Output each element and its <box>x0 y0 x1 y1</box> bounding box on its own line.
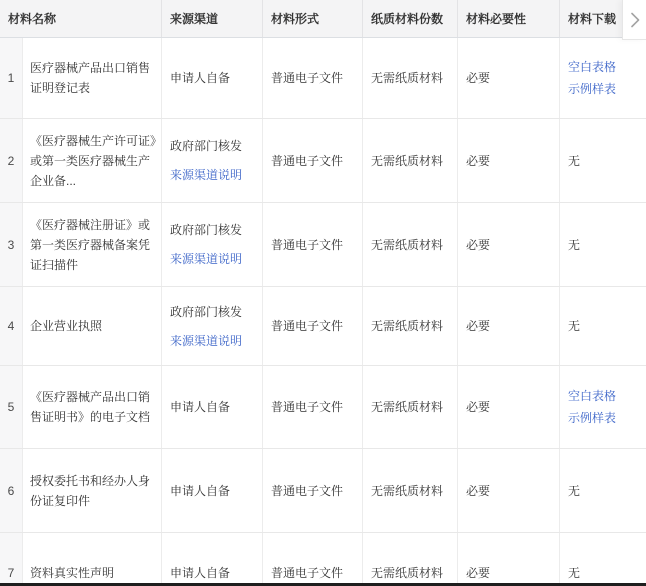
table-row <box>0 203 646 287</box>
necessity-cell <box>458 366 560 448</box>
material-form-cell <box>263 38 363 118</box>
material-form-cell <box>263 287 363 365</box>
table-row <box>0 287 646 366</box>
necessity-text: 必要 <box>466 319 491 333</box>
table-row <box>0 119 646 203</box>
table-row <box>0 38 646 119</box>
chevron-right-icon <box>630 12 640 28</box>
necessity-cell <box>458 533 560 586</box>
download-none-text: 无 <box>568 153 581 168</box>
download-link[interactable]: 示例样表 <box>568 411 617 425</box>
material-name-cell <box>23 366 162 448</box>
material-name-text: 授权委托书和经办人身份证复印件 <box>30 473 151 508</box>
paper-copies-text: 无需纸质材料 <box>371 237 444 252</box>
material-form-cell <box>263 203 363 286</box>
material-name-cell <box>23 449 162 532</box>
material-name-text: 《医疗器械注册证》或第一类医疗器械备案凭证扫描件 <box>30 217 151 272</box>
paper-copies-cell <box>363 119 458 202</box>
download-cell <box>560 449 646 532</box>
material-form-text: 普通电子文件 <box>271 565 344 580</box>
source-channel-text: 政府部门核发 <box>170 139 243 153</box>
col-header-download: 材料下载 <box>568 12 617 26</box>
material-form-text: 普通电子文件 <box>271 71 344 85</box>
paper-copies-cell <box>363 449 458 532</box>
table-header <box>0 0 646 38</box>
table-row <box>0 449 646 533</box>
paper-copies-cell <box>363 287 458 365</box>
material-form-text: 普通电子文件 <box>271 400 344 414</box>
table-body <box>0 38 646 586</box>
paper-copies-text: 无需纸质材料 <box>371 483 444 498</box>
download-none-text: 无 <box>568 319 581 333</box>
paper-copies-cell <box>363 366 458 448</box>
paper-copies-cell <box>363 203 458 286</box>
row-index: 3 <box>0 203 23 286</box>
material-name-text: 资料真实性声明 <box>30 565 115 580</box>
material-form-cell <box>263 533 363 586</box>
source-channel-cell <box>162 38 263 118</box>
row-index: 7 <box>0 533 23 586</box>
col-header-material-name: 材料名称 <box>0 0 162 37</box>
material-name-text: 医疗器械产品出口销售证明登记表 <box>30 61 151 95</box>
download-cell <box>560 533 646 586</box>
necessity-cell <box>458 38 560 118</box>
material-name-cell <box>23 119 162 202</box>
col-header-source-channel: 来源渠道 <box>162 0 263 37</box>
download-cell <box>560 38 646 118</box>
source-channel-cell <box>162 119 263 202</box>
material-name-text: 《医疗器械生产许可证》或第一类医疗器械生产企业备... <box>30 133 157 188</box>
necessity-text: 必要 <box>466 153 491 168</box>
source-channel-cell <box>162 366 263 448</box>
material-name-cell <box>23 38 162 118</box>
download-link[interactable]: 空白表格 <box>568 60 617 74</box>
material-form-cell <box>263 119 363 202</box>
material-form-cell <box>263 366 363 448</box>
scroll-right-button[interactable] <box>622 0 646 40</box>
necessity-cell <box>458 119 560 202</box>
material-name-cell <box>23 287 162 365</box>
source-channel-cell <box>162 449 263 532</box>
source-channel-note-link[interactable]: 来源渠道说明 <box>170 252 243 266</box>
necessity-text: 必要 <box>466 71 491 85</box>
table-row <box>0 533 646 586</box>
source-channel-cell <box>162 287 263 365</box>
table-row <box>0 366 646 449</box>
material-form-text: 普通电子文件 <box>271 483 344 498</box>
col-header-necessity: 材料必要性 <box>458 0 560 37</box>
paper-copies-text: 无需纸质材料 <box>371 153 444 168</box>
download-none-text: 无 <box>568 565 581 580</box>
row-index: 2 <box>0 119 23 202</box>
row-index: 6 <box>0 449 23 532</box>
source-channel-cell <box>162 203 263 286</box>
paper-copies-text: 无需纸质材料 <box>371 400 444 414</box>
paper-copies-cell <box>363 38 458 118</box>
source-channel-text: 政府部门核发 <box>170 223 243 237</box>
material-name-text: 《医疗器械产品出口销售证明书》的电子文档 <box>30 390 151 424</box>
download-none-text: 无 <box>568 237 581 252</box>
source-channel-text: 政府部门核发 <box>170 304 243 319</box>
col-header-material-form: 材料形式 <box>263 0 363 37</box>
source-channel-cell <box>162 533 263 586</box>
material-form-text: 普通电子文件 <box>271 237 344 252</box>
row-index: 4 <box>0 287 23 365</box>
download-link[interactable]: 示例样表 <box>568 82 617 96</box>
download-cell <box>560 366 646 448</box>
necessity-text: 必要 <box>466 565 491 580</box>
necessity-cell <box>458 203 560 286</box>
necessity-text: 必要 <box>466 400 491 414</box>
material-form-cell <box>263 449 363 532</box>
necessity-text: 必要 <box>466 483 491 498</box>
material-name-cell <box>23 533 162 586</box>
row-index: 1 <box>0 38 23 118</box>
material-form-text: 普通电子文件 <box>271 153 344 168</box>
necessity-cell <box>458 287 560 365</box>
material-name-cell <box>23 203 162 286</box>
paper-copies-text: 无需纸质材料 <box>371 319 444 333</box>
material-name-text: 企业营业执照 <box>30 319 103 333</box>
necessity-text: 必要 <box>466 237 491 252</box>
download-cell <box>560 287 646 365</box>
row-index: 5 <box>0 366 23 448</box>
col-header-paper-copies: 纸质材料份数 <box>363 0 458 37</box>
source-channel-text: 申请人自备 <box>170 71 231 85</box>
material-form-text: 普通电子文件 <box>271 319 344 333</box>
download-link[interactable]: 空白表格 <box>568 389 617 403</box>
source-channel-text: 申请人自备 <box>170 483 231 498</box>
source-channel-note-link[interactable]: 来源渠道说明 <box>170 168 243 182</box>
source-channel-text: 申请人自备 <box>170 400 231 414</box>
download-cell <box>560 203 646 286</box>
download-none-text: 无 <box>568 483 581 498</box>
source-channel-note-link[interactable]: 来源渠道说明 <box>170 333 243 348</box>
source-channel-text: 申请人自备 <box>170 565 231 580</box>
paper-copies-text: 无需纸质材料 <box>371 71 444 85</box>
download-cell <box>560 119 646 202</box>
necessity-cell <box>458 449 560 532</box>
paper-copies-text: 无需纸质材料 <box>371 565 444 580</box>
paper-copies-cell <box>363 533 458 586</box>
